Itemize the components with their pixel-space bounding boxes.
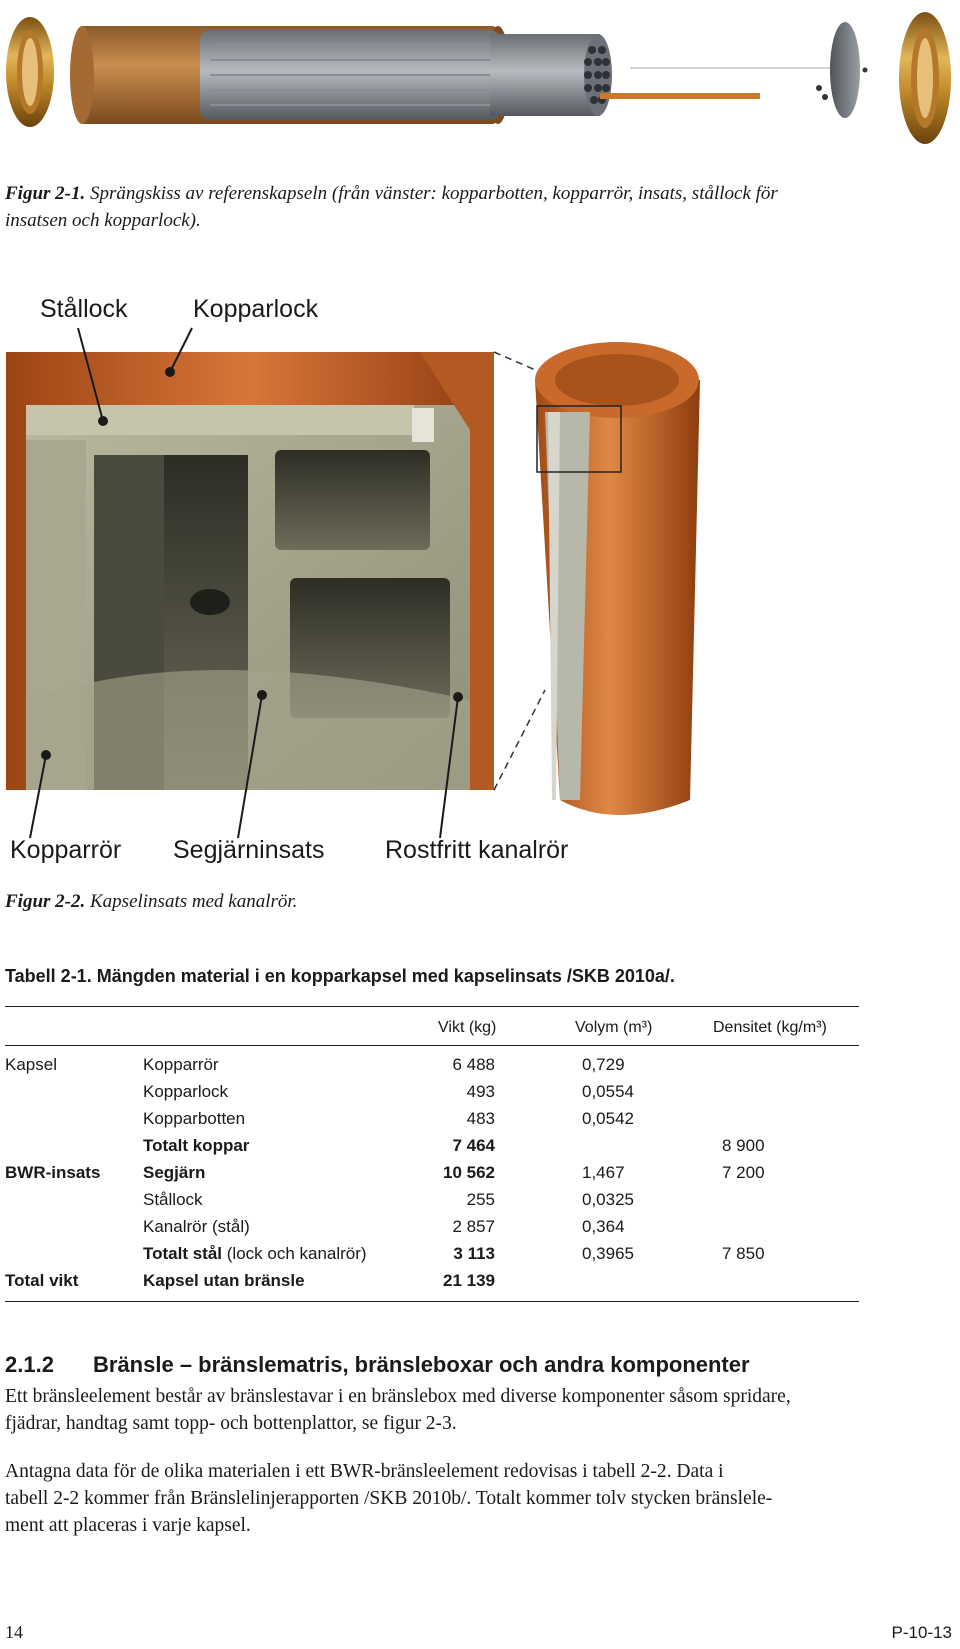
row-item: Totalt koppar [143,1136,250,1155]
header-weight: Vikt (kg) [438,1019,497,1036]
insert-cutaway-detail [6,328,494,838]
header-volume: Volym (m³) [575,1019,653,1036]
figure-2-1-caption [5,180,955,234]
row-weight: 3 113 [453,1244,495,1263]
paragraph-1-line1: Ett bränsleelement består av bränslestavar i en bränslebox med diverse komponenter såsom spridare, [5,1386,791,1407]
paragraph-2-line2: tabell 2-2 kommer från Bränslelinjerapporten /SKB 2010b/. Totalt kommer tolv stycken bränslele- [5,1488,773,1509]
figure-2-1-text-line1: Sprängskiss av referenskapseln (från vänster: kopparbotten, kopparrör, insats, stållock för [90,183,778,204]
figure-2-2-caption [5,888,297,915]
table-header-row [5,1014,859,1041]
table-row [5,1132,859,1159]
steel-lid-part [816,22,868,118]
insert-cutaway-illustration [0,280,960,870]
table-row [5,1267,859,1294]
figure-2-1-label: Figur 2-1. [5,183,86,204]
row-item-with-note [143,1240,367,1267]
row-volume: 0,729 [582,1055,625,1074]
section-heading [5,1352,750,1378]
figure-2-2-text: Kapselinsats med kanalrör. [90,891,298,912]
label-kopparror: Kopparrör [10,836,122,864]
section-number: 2.1.2 [5,1352,54,1377]
table-top-rule [5,1006,859,1007]
row-item: Stållock [143,1190,203,1209]
paragraph-2 [5,1458,955,1539]
document-code: P-10-13 [891,1623,952,1642]
page-number: 14 [5,1622,23,1642]
row-item: Kopparlock [143,1082,229,1101]
table-row [5,1186,859,1213]
row-item: Segjärn [143,1163,206,1182]
label-rostfritt-kanalror: Rostfritt kanalrör [385,836,569,864]
label-segjarninsats: Segjärninsats [173,836,325,864]
row-group: Total vikt [5,1271,79,1290]
row-volume: 0,0325 [582,1190,634,1209]
row-group: BWR-insats [5,1163,101,1182]
table-title: Tabell 2-1. Mängden material i en kopparkapsel med kapselinsats /SKB 2010a/. [5,966,675,986]
canister-cylinder [535,342,700,815]
header-density: Densitet (kg/m³) [713,1019,827,1036]
table-row [5,1213,859,1240]
row-item-note: (lock och kanalrör) [222,1244,367,1263]
channel-tube-rod [600,93,760,99]
paragraph-2-line3: ment att placeras i varje kapsel. [5,1515,251,1536]
copper-lid-part [899,12,951,144]
table-bottom-rule [5,1301,859,1302]
row-density: 8 900 [722,1136,765,1155]
copper-base-part [6,17,54,127]
row-item: Totalt stål [143,1244,223,1263]
paragraph-2-line1: Antagna data för de olika materialen i ett BWR-bränsleelement redovisas i tabell 2-2. Data i [5,1461,724,1482]
figure-2-2-label: Figur 2-2. [5,891,86,912]
exploded-view-illustration [0,0,960,155]
table-row [5,1159,859,1186]
table-row [5,1105,859,1132]
paragraph-1 [5,1383,955,1437]
row-volume: 1,467 [582,1163,625,1182]
row-item: Kopparbotten [143,1109,246,1128]
label-kopparlock: Kopparlock [193,295,319,323]
cast-iron-insert-part [200,30,612,120]
row-group: Kapsel [5,1055,57,1074]
row-item: Kopparrör [143,1055,219,1074]
row-weight: 21 139 [443,1271,495,1290]
row-weight: 483 [466,1109,495,1128]
section-title: Bränsle – bränslematris, bränsleboxar och andra komponenter [93,1352,750,1377]
table-row [5,1078,859,1105]
row-weight: 6 488 [452,1055,495,1074]
table-row [5,1240,859,1267]
row-density: 7 200 [722,1163,765,1182]
row-volume: 0,3965 [582,1244,634,1263]
row-weight: 7 464 [452,1136,495,1155]
row-weight: 255 [466,1190,495,1209]
paragraph-1-line2: fjädrar, handtag samt topp- och bottenplattor, se figur 2-3. [5,1413,457,1434]
table-header-rule [5,1045,859,1046]
row-volume: 0,0542 [582,1109,634,1128]
row-volume: 0,364 [582,1217,625,1236]
row-weight: 493 [466,1082,495,1101]
row-item: Kanalrör (stål) [143,1217,250,1236]
table-row [5,1051,859,1078]
row-weight: 2 857 [452,1217,495,1236]
label-stallock: Stållock [40,295,128,323]
figure-2-1-text-line2: insatsen och kopparlock). [5,210,201,231]
row-item: Kapsel utan bränsle [143,1271,305,1290]
row-volume: 0,0554 [582,1082,634,1101]
row-density: 7 850 [722,1244,765,1263]
row-weight: 10 562 [443,1163,495,1182]
